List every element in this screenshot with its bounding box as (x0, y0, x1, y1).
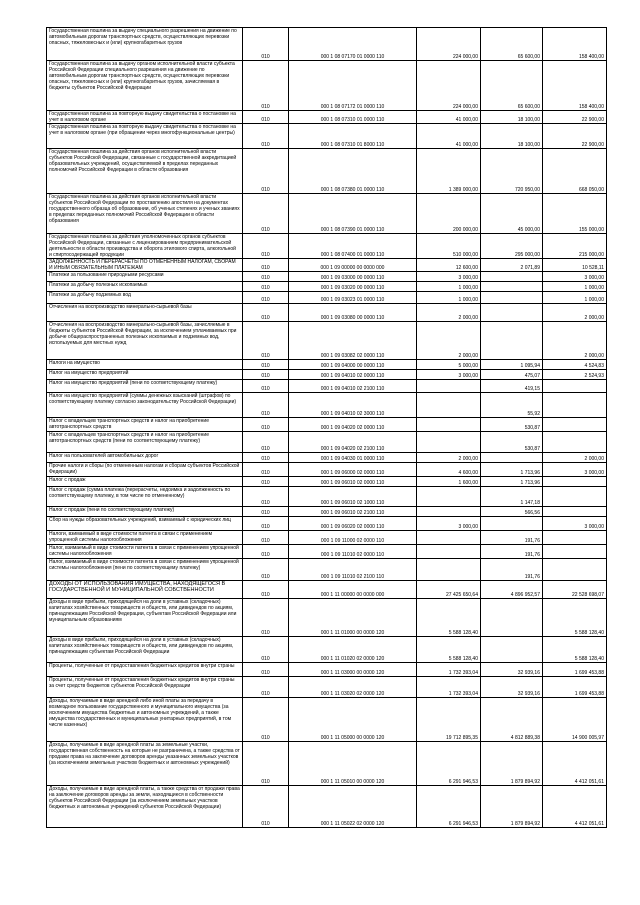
approved-budget-amount: 4 600,00 (417, 463, 481, 477)
unexecuted-amount: 1 699 453,88 (543, 677, 607, 698)
revenue-item-name: Налог, взимаемый в виде стоимости патента в связи с применением упрощенной системы налогообложения (47, 545, 243, 559)
approved-budget-amount: 200 000,00 (417, 194, 481, 234)
executed-amount: 1 147,18 (481, 487, 543, 507)
unexecuted-amount (543, 545, 607, 559)
line-code: 010 (243, 677, 289, 698)
unexecuted-amount (543, 418, 607, 432)
unexecuted-amount (543, 507, 607, 517)
budget-classification-code: 000 1 09 04010 02 3000 110 (289, 393, 417, 418)
revenue-item-name: Платежи за добычу полезных ископаемых (47, 282, 243, 292)
table-row (47, 418, 607, 432)
table-row (47, 149, 607, 194)
unexecuted-amount: 2 000,00 (543, 322, 607, 360)
executed-amount (481, 272, 543, 282)
budget-classification-code: 000 1 11 05010 00 0000 120 (289, 742, 417, 786)
executed-amount (481, 599, 543, 637)
revenue-item-name: Государственная пошлина за действия органов исполнительной власти субъектов Российской Федерации по проставлению апостиля на документах государственного образца об образовании, об ученых степенях и ученых званиях в пределах переданных полномочий Российской Федерации в области образования (47, 194, 243, 234)
executed-amount: 1 713,96 (481, 463, 543, 477)
table-row (47, 360, 607, 370)
line-code: 010 (243, 111, 289, 124)
budget-classification-code: 000 1 09 04010 02 0000 110 (289, 370, 417, 380)
approved-budget-amount: 5 588 128,40 (417, 637, 481, 663)
table-row (47, 292, 607, 304)
revenue-item-name: Государственная пошлина за повторную выдачу свидетельства о постановке на учет в налоговом органе (при обращении через многофункциональные центры) (47, 124, 243, 149)
unexecuted-amount: 3 000,00 (543, 517, 607, 531)
revenue-item-name: Проценты, полученные от предоставления бюджетных кредитов внутри страны за счет средств бюджетов субъектов Российской Федерации (47, 677, 243, 698)
executed-amount: 530,87 (481, 418, 543, 432)
unexecuted-amount: 2 000,00 (543, 453, 607, 463)
table-row (47, 637, 607, 663)
table-row (47, 599, 607, 637)
approved-budget-amount: 1 732 393,04 (417, 663, 481, 677)
budget-classification-code: 000 1 09 03020 00 0000 110 (289, 282, 417, 292)
table-row (47, 545, 607, 559)
line-code: 010 (243, 477, 289, 487)
line-code: 010 (243, 194, 289, 234)
table-row (47, 380, 607, 393)
line-code: 010 (243, 698, 289, 742)
budget-classification-code: 000 1 09 03082 02 0000 110 (289, 322, 417, 360)
budget-classification-code: 000 1 09 00000 00 0000 000 (289, 259, 417, 272)
unexecuted-amount: 22 900,00 (543, 111, 607, 124)
executed-amount: 566,56 (481, 507, 543, 517)
revenue-item-name: Доходы, получаемые в виде арендной платы за земельные участки, государственная собственность на которые не разграничена, а также средства от продажи права на заключение договоров аренды указанных земельных участков (за исключением земельных участков бюджетных и автономных учреждений) (47, 742, 243, 786)
budget-classification-code: 000 1 09 04030 01 0000 110 (289, 453, 417, 463)
executed-amount: 45 000,00 (481, 194, 543, 234)
executed-amount: 191,76 (481, 545, 543, 559)
revenue-item-name: Налог с продаж (пени по соответствующему платежу) (47, 507, 243, 517)
table-row (47, 559, 607, 581)
budget-classification-code: 000 1 09 04020 02 2100 110 (289, 432, 417, 453)
line-code: 010 (243, 418, 289, 432)
unexecuted-amount (543, 380, 607, 393)
table-row (47, 259, 607, 272)
approved-budget-amount: 1 000,00 (417, 292, 481, 304)
unexecuted-amount: 1 699 453,88 (543, 663, 607, 677)
table-row (47, 507, 607, 517)
line-code: 010 (243, 393, 289, 418)
executed-amount: 295 000,00 (481, 234, 543, 259)
approved-budget-amount (417, 507, 481, 517)
revenue-item-name: Налог с владельцев транспортных средств и налог на приобретение автотранспортных средств (пени по соответствующему платежу) (47, 432, 243, 453)
executed-amount: 18 100,00 (481, 111, 543, 124)
unexecuted-amount (543, 487, 607, 507)
revenue-item-name: Государственная пошлина за выдачу органом исполнительной власти субъекта Российской Федерации специального разрешения на движение по автомобильным дорогам транспортных средств, осуществляющих перевозки опасных, тяжеловесных и (или) крупногабаритных грузов, зачисляемая в бюджеты субъектов Российской Федерации (47, 61, 243, 111)
revenue-item-name: Доходы в виде прибыли, приходящейся на доли в уставных (складочных) капиталах хозяйственных товариществ и обществ, или дивидендов по акциям, принадлежащим Российской Федерации, субъектам Российской Федерации или муниципальным образованиям (47, 599, 243, 637)
line-code: 010 (243, 517, 289, 531)
table-row (47, 453, 607, 463)
approved-budget-amount: 224 000,00 (417, 61, 481, 111)
approved-budget-amount (417, 380, 481, 393)
revenue-item-name: Налог на имущество предприятий (пени по соответствующему платежу) (47, 380, 243, 393)
revenue-item-name: Платежи за добычу подземных вод (47, 292, 243, 304)
executed-amount: 1 879 894,92 (481, 742, 543, 786)
unexecuted-amount: 2 000,00 (543, 304, 607, 322)
budget-classification-code: 000 1 08 07380 01 0000 110 (289, 149, 417, 194)
table-row (47, 663, 607, 677)
budget-classification-code: 000 1 11 00000 00 0000 000 (289, 581, 417, 599)
line-code: 010 (243, 234, 289, 259)
approved-budget-amount: 3 000,00 (417, 272, 481, 282)
line-code: 010 (243, 292, 289, 304)
approved-budget-amount (417, 393, 481, 418)
table-row (47, 477, 607, 487)
unexecuted-amount (543, 432, 607, 453)
budget-classification-code: 000 1 09 06010 02 1000 110 (289, 487, 417, 507)
revenue-item-name: Налог с владельцев транспортных средств и налог на приобретение автотранспортных средств (47, 418, 243, 432)
budget-classification-code: 000 1 08 07400 01 0000 110 (289, 234, 417, 259)
line-code: 010 (243, 322, 289, 360)
table-row (47, 786, 607, 828)
budget-classification-code: 000 1 11 05000 00 0000 120 (289, 698, 417, 742)
executed-amount: 530,87 (481, 432, 543, 453)
line-code: 010 (243, 463, 289, 477)
line-code: 010 (243, 149, 289, 194)
executed-amount: 55,92 (481, 393, 543, 418)
unexecuted-amount: 158 400,00 (543, 61, 607, 111)
table-row (47, 432, 607, 453)
revenue-item-name: Налоги, взимаемый в виде стоимости патента в связи с применением упрощенной системы налогообложения (47, 531, 243, 545)
budget-classification-code: 000 1 09 11010 02 2100 110 (289, 559, 417, 581)
line-code: 010 (243, 507, 289, 517)
table-row (47, 463, 607, 477)
line-code: 010 (243, 370, 289, 380)
unexecuted-amount: 3 000,00 (543, 272, 607, 282)
revenue-item-name: Налог на имущество предприятий (суммы денежных взысканий (штрафов) по соответствующему платежу согласно законодательству Российской Федерации) (47, 393, 243, 418)
budget-classification-code: 000 1 09 06000 02 0000 110 (289, 463, 417, 477)
approved-budget-amount (417, 531, 481, 545)
budget-classification-code: 000 1 11 03000 00 0000 120 (289, 663, 417, 677)
unexecuted-amount: 155 000,00 (543, 194, 607, 234)
executed-amount: 1 713,96 (481, 477, 543, 487)
executed-amount (481, 517, 543, 531)
budget-classification-code: 000 1 11 03020 02 0000 120 (289, 677, 417, 698)
executed-amount (481, 292, 543, 304)
table-row (47, 28, 607, 61)
unexecuted-amount: 10 528,11 (543, 259, 607, 272)
table-row (47, 322, 607, 360)
revenue-item-name: Государственная пошлина за действия органов исполнительной власти субъектов Российской Федерации, связанные с государственной аккредитацией образовательных учреждений, осуществляемой в пределах переданных полномочий Российской Федерации в области образования (47, 149, 243, 194)
approved-budget-amount: 27 425 650,64 (417, 581, 481, 599)
budget-classification-code: 000 1 09 03080 00 0000 110 (289, 304, 417, 322)
table-row (47, 531, 607, 545)
budget-classification-code: 000 1 09 11010 02 0000 110 (289, 545, 417, 559)
unexecuted-amount: 2 524,93 (543, 370, 607, 380)
table-row (47, 124, 607, 149)
unexecuted-amount (543, 477, 607, 487)
line-code: 010 (243, 663, 289, 677)
unexecuted-amount: 22 900,00 (543, 124, 607, 149)
budget-classification-code: 000 1 08 07310 01 0000 110 (289, 111, 417, 124)
executed-amount (481, 637, 543, 663)
executed-amount: 32 939,16 (481, 663, 543, 677)
approved-budget-amount: 3 000,00 (417, 370, 481, 380)
line-code: 010 (243, 559, 289, 581)
approved-budget-amount: 1 000,00 (417, 282, 481, 292)
revenue-item-name: ЗАДОЛЖЕННОСТЬ И ПЕРЕРАСЧЕТЫ ПО ОТМЕНЕННЫМ НАЛОГАМ, СБОРАМ И ИНЫМ ОБЯЗАТЕЛЬНЫМ ПЛАТЕЖАМ (47, 259, 243, 272)
table-row (47, 517, 607, 531)
line-code: 010 (243, 742, 289, 786)
executed-amount: 191,76 (481, 559, 543, 581)
line-code: 010 (243, 360, 289, 370)
approved-budget-amount (417, 432, 481, 453)
unexecuted-amount: 5 588 128,40 (543, 637, 607, 663)
approved-budget-amount: 2 000,00 (417, 304, 481, 322)
executed-amount (481, 322, 543, 360)
table-row (47, 234, 607, 259)
line-code: 010 (243, 304, 289, 322)
line-code: 010 (243, 599, 289, 637)
unexecuted-amount: 5 588 128,40 (543, 599, 607, 637)
table-row (47, 370, 607, 380)
approved-budget-amount: 5 000,00 (417, 360, 481, 370)
budget-classification-code: 000 1 08 07390 01 0000 110 (289, 194, 417, 234)
approved-budget-amount: 3 000,00 (417, 517, 481, 531)
table-row (47, 393, 607, 418)
unexecuted-amount (543, 393, 607, 418)
revenue-item-name: Доходы, получаемые в виде арендной платы, а также средства от продажи права на заключение договоров аренды за земли, находящиеся в собственности субъектов Российской Федерации (за исключением земельных участков бюджетных и автономных учреждений субъектов Российской Федерации) (47, 786, 243, 828)
unexecuted-amount (543, 559, 607, 581)
unexecuted-amount: 1 000,00 (543, 292, 607, 304)
approved-budget-amount: 2 000,00 (417, 453, 481, 463)
line-code: 010 (243, 259, 289, 272)
line-code: 010 (243, 272, 289, 282)
executed-amount: 419,15 (481, 380, 543, 393)
revenue-item-name: Доходы в виде прибыли, приходящейся на доли в уставных (складочных) капиталах хозяйственных товариществ и обществ, или дивидендов по акциям, принадлежащим субъектам Российской Федерации (47, 637, 243, 663)
executed-amount: 65 600,00 (481, 61, 543, 111)
executed-amount: 65 600,00 (481, 28, 543, 61)
approved-budget-amount (417, 487, 481, 507)
approved-budget-amount (417, 418, 481, 432)
executed-amount: 4 896 952,57 (481, 581, 543, 599)
line-code: 010 (243, 380, 289, 393)
line-code: 010 (243, 637, 289, 663)
line-code: 010 (243, 61, 289, 111)
unexecuted-amount: 4 412 051,61 (543, 786, 607, 828)
line-code: 010 (243, 124, 289, 149)
revenue-item-name: Налоги на имущество (47, 360, 243, 370)
executed-amount (481, 453, 543, 463)
revenue-item-name: Прочие налоги и сборы (по отмененным налогам и сборам субъектов Российской Федерации) (47, 463, 243, 477)
line-code: 010 (243, 786, 289, 828)
approved-budget-amount: 2 000,00 (417, 322, 481, 360)
table-row (47, 282, 607, 292)
budget-classification-code: 000 1 09 03000 00 0000 110 (289, 272, 417, 282)
budget-classification-code: 000 1 08 07310 01 8000 110 (289, 124, 417, 149)
line-code: 010 (243, 581, 289, 599)
executed-amount: 4 812 889,38 (481, 698, 543, 742)
table-row (47, 487, 607, 507)
executed-amount: 18 100,00 (481, 124, 543, 149)
table-row (47, 698, 607, 742)
unexecuted-amount: 4 412 051,61 (543, 742, 607, 786)
approved-budget-amount: 510 000,00 (417, 234, 481, 259)
approved-budget-amount: 224 000,00 (417, 28, 481, 61)
unexecuted-amount: 3 000,00 (543, 463, 607, 477)
executed-amount: 1 879 894,92 (481, 786, 543, 828)
revenue-item-name: Налог на имущество предприятий (47, 370, 243, 380)
budget-classification-code: 000 1 09 04000 00 0000 110 (289, 360, 417, 370)
table-row (47, 581, 607, 599)
executed-amount: 1 095,94 (481, 360, 543, 370)
line-code: 010 (243, 545, 289, 559)
revenue-item-name: Государственная пошлина за выдачу специального разрешения на движение по автомобильным дорогам транспортных средств, осуществляющих перевозки опасных, тяжеловесных и (или) крупногабаритных грузов (47, 28, 243, 61)
line-code: 010 (243, 453, 289, 463)
approved-budget-amount: 6 291 946,53 (417, 742, 481, 786)
unexecuted-amount: 14 900 005,97 (543, 698, 607, 742)
budget-classification-code: 000 1 09 04020 02 0000 110 (289, 418, 417, 432)
revenue-item-name: Государственная пошлина за действия уполномоченных органов субъектов Российской Федерации, связанные с лицензированием предпринимательской деятельности в области производства и оборота этилового спирта, алкогольной и спиртосодержащей продукции (47, 234, 243, 259)
budget-classification-code: 000 1 09 06020 02 0000 110 (289, 517, 417, 531)
approved-budget-amount (417, 545, 481, 559)
approved-budget-amount: 41 000,00 (417, 124, 481, 149)
table-row (47, 742, 607, 786)
revenue-item-name: Отчисления на воспроизводство минерально-сырьевой базы, зачисляемые в бюджеты субъектов Российской Федерации, за исключением уплачиваемых при добыче общераспространенных полезных ископаемых и подземных вод, используемых для местных нужд (47, 322, 243, 360)
approved-budget-amount: 12 600,00 (417, 259, 481, 272)
table-row (47, 677, 607, 698)
unexecuted-amount: 668 050,00 (543, 149, 607, 194)
revenue-item-name: Проценты, полученные от предоставления бюджетных кредитов внутри страны (47, 663, 243, 677)
table-row (47, 111, 607, 124)
budget-classification-code: 000 1 11 01020 02 0000 120 (289, 637, 417, 663)
approved-budget-amount: 5 588 128,40 (417, 599, 481, 637)
revenue-item-name: Платежи за пользование природными ресурсами (47, 272, 243, 282)
table-row (47, 272, 607, 282)
budget-classification-code: 000 1 11 01000 00 0000 120 (289, 599, 417, 637)
budget-classification-code: 000 1 08 07172 01 0000 110 (289, 61, 417, 111)
executed-amount: 191,76 (481, 531, 543, 545)
executed-amount: 2 071,89 (481, 259, 543, 272)
revenue-table (46, 27, 607, 828)
budget-classification-code: 000 1 09 06010 02 0000 110 (289, 477, 417, 487)
revenue-item-name: Налог с продаж (47, 477, 243, 487)
executed-amount (481, 282, 543, 292)
line-code: 010 (243, 432, 289, 453)
budget-report-sheet (46, 27, 606, 828)
approved-budget-amount: 1 600,00 (417, 477, 481, 487)
revenue-item-name: Налог с продаж (сумма платежа (перерасчеты, недоимка и задолженность по соответствующему платежу, в том числе по отмененному) (47, 487, 243, 507)
unexecuted-amount (543, 531, 607, 545)
budget-classification-code: 000 1 09 06010 02 2100 110 (289, 507, 417, 517)
unexecuted-amount: 1 000,00 (543, 282, 607, 292)
approved-budget-amount: 1 389 000,00 (417, 149, 481, 194)
unexecuted-amount: 215 000,00 (543, 234, 607, 259)
revenue-item-name: Налог на пользователей автомобильных дорог (47, 453, 243, 463)
line-code: 010 (243, 487, 289, 507)
table-row (47, 194, 607, 234)
line-code: 010 (243, 531, 289, 545)
revenue-item-name: Налог, взимаемый в виде стоимости патента в связи с применением упрощенной системы налогообложения (пени по соответствующему платежу) (47, 559, 243, 581)
approved-budget-amount (417, 559, 481, 581)
revenue-item-name: Доходы, получаемые в виде арендной либо иной платы за передачу в возмездное пользование государственного и муниципального имущества (за исключением имущества бюджетных и автономных учреждений, а также имущества государственных и муниципальных унитарных предприятий, в том числе казенных) (47, 698, 243, 742)
unexecuted-amount: 22 528 698,07 (543, 581, 607, 599)
line-code: 010 (243, 282, 289, 292)
approved-budget-amount: 6 291 946,53 (417, 786, 481, 828)
approved-budget-amount: 19 712 895,35 (417, 698, 481, 742)
executed-amount: 475,07 (481, 370, 543, 380)
revenue-item-name: Отчисления на воспроизводство минерально-сырьевой базы (47, 304, 243, 322)
executed-amount: 720 950,00 (481, 149, 543, 194)
table-row (47, 61, 607, 111)
executed-amount: 32 939,16 (481, 677, 543, 698)
revenue-item-name: Сбор на нужды образовательных учреждений, взимаемый с юридических лиц (47, 517, 243, 531)
unexecuted-amount: 158 400,00 (543, 28, 607, 61)
table-row (47, 304, 607, 322)
budget-classification-code: 000 1 11 05022 02 0000 120 (289, 786, 417, 828)
line-code: 010 (243, 28, 289, 61)
revenue-item-name: Государственная пошлина за повторную выдачу свидетельства о постановке на учет в налоговом органе (47, 111, 243, 124)
unexecuted-amount: 4 524,83 (543, 360, 607, 370)
approved-budget-amount: 41 000,00 (417, 111, 481, 124)
budget-classification-code: 000 1 09 11000 02 0000 110 (289, 531, 417, 545)
revenue-item-name: ДОХОДЫ ОТ ИСПОЛЬЗОВАНИЯ ИМУЩЕСТВА, НАХОДЯЩЕГОСЯ В ГОСУДАРСТВЕННОЙ И МУНИЦИПАЛЬНОЙ СОБСТВЕННОСТИ (47, 581, 243, 599)
approved-budget-amount: 1 732 393,04 (417, 677, 481, 698)
executed-amount (481, 304, 543, 322)
budget-classification-code: 000 1 08 07170 01 0000 110 (289, 28, 417, 61)
budget-classification-code: 000 1 09 04010 02 2100 110 (289, 380, 417, 393)
budget-classification-code: 000 1 09 03023 01 0000 110 (289, 292, 417, 304)
